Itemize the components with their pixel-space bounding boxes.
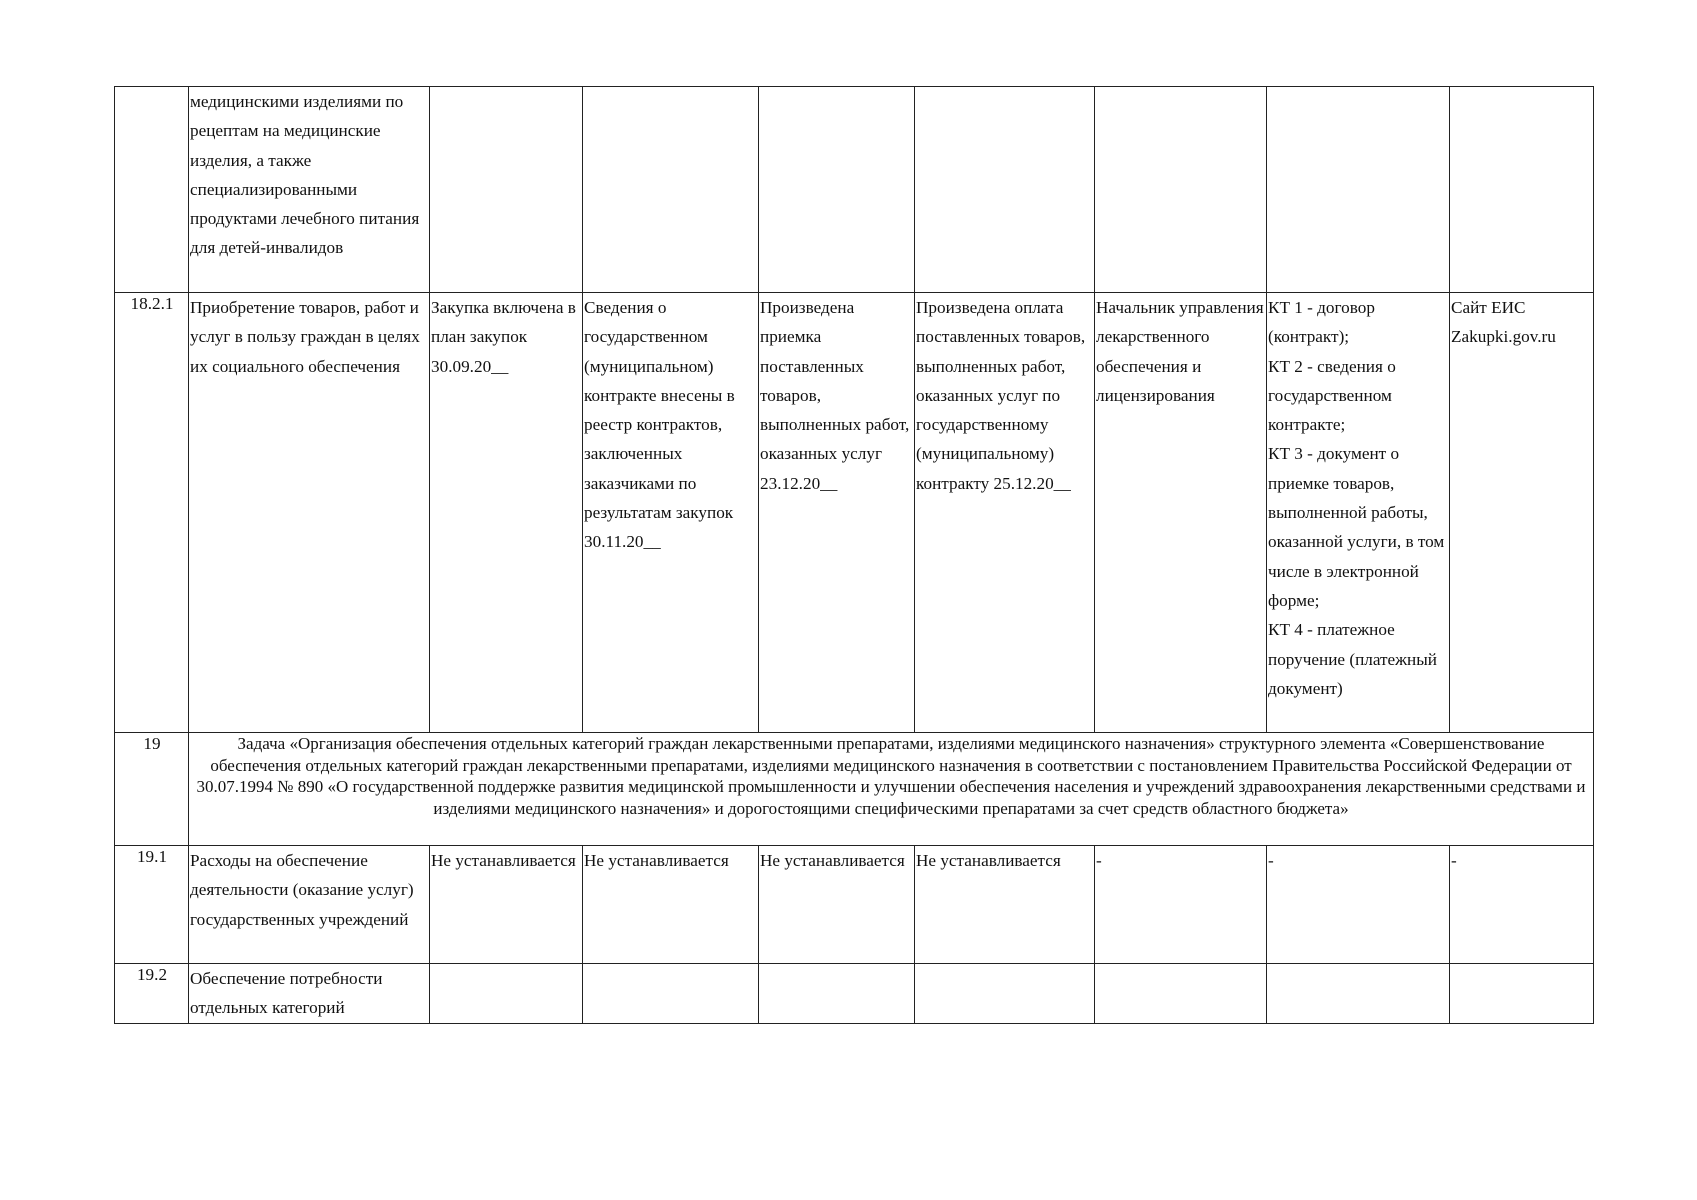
table-cell: КТ 1 - договор (контракт); КТ 2 - сведения о государственном контракте; КТ 3 - документ о приемке товаров, выполненной работы, оказанной услуги, в том числе в электронной форме; КТ 4 - платежное поручение (платежный документ) bbox=[1267, 293, 1450, 733]
table-row bbox=[115, 964, 1594, 1024]
table-cell: Расходы на обеспечение деятельности (оказание услуг) государственных учреждений bbox=[189, 846, 430, 964]
table-cell: Приобретение товаров, работ и услуг в пользу граждан в целях их социального обеспечения bbox=[189, 293, 430, 733]
table-cell: медицинскими изделиями по рецептам на медицинские изделия, а также специализированными продуктами лечебного питания для детей-инвалидов bbox=[189, 87, 430, 293]
row-number: 19.1 bbox=[115, 846, 189, 964]
table-cell bbox=[915, 964, 1095, 1024]
table-cell bbox=[1450, 87, 1594, 293]
table-cell: Сведения о государственном (муниципальном) контракте внесены в реестр контрактов, заключенных заказчиками по результатам закупок 30.11.20__ bbox=[583, 293, 759, 733]
table-cell bbox=[915, 87, 1095, 293]
table-cell bbox=[759, 87, 915, 293]
table-cell: Обеспечение потребности отдельных категорий bbox=[189, 964, 430, 1024]
table-cell: - bbox=[1267, 846, 1450, 964]
table-cell bbox=[759, 964, 915, 1024]
table-row bbox=[115, 846, 1594, 964]
table-cell: - bbox=[1095, 846, 1267, 964]
row-number: 18.2.1 bbox=[115, 293, 189, 733]
table-row bbox=[115, 87, 1594, 293]
table-cell: Закупка включена в план закупок 30.09.20__ bbox=[430, 293, 583, 733]
table-cell bbox=[1095, 964, 1267, 1024]
table-cell: - bbox=[1450, 846, 1594, 964]
table-cell: Не устанавливается bbox=[759, 846, 915, 964]
table-cell: Произведена приемка поставленных товаров, выполненных работ, оказанных услуг 23.12.20__ bbox=[759, 293, 915, 733]
table-cell: Не устанавливается bbox=[430, 846, 583, 964]
table-cell bbox=[583, 964, 759, 1024]
plan-table bbox=[114, 86, 1594, 1024]
table-cell bbox=[430, 964, 583, 1024]
table-cell: Не устанавливается bbox=[583, 846, 759, 964]
row-number: 19 bbox=[115, 733, 189, 846]
table-cell bbox=[1267, 964, 1450, 1024]
row-number bbox=[115, 87, 189, 293]
table-cell: Начальник управления лекарственного обеспечения и лицензирования bbox=[1095, 293, 1267, 733]
table-cell: Не устанавливается bbox=[915, 846, 1095, 964]
task-description: Задача «Организация обеспечения отдельных категорий граждан лекарственными препаратами, изделиями медицинского назначения» структурного элемента «Совершенствование обеспечения отдельных категорий граждан лекарственными препаратами, изделиями медицинского назначения в соответствии с постановлением Правительства Российской Федерации от 30.07.1994 № 890 «О государственной поддержке развития медицинской промышленности и улучшении обеспечения населения и учреждений здравоохранения лекарственными средствами и изделиями медицинского назначения» и дорогостоящими специфическими препаратами за счет средств областного бюджета» bbox=[189, 733, 1594, 846]
row-number: 19.2 bbox=[115, 964, 189, 1024]
table-row bbox=[115, 733, 1594, 846]
table-row bbox=[115, 293, 1594, 733]
table-cell: Произведена оплата поставленных товаров, выполненных работ, оказанных услуг по государственному (муниципальному) контракту 25.12.20__ bbox=[915, 293, 1095, 733]
table-cell bbox=[1095, 87, 1267, 293]
table-cell bbox=[1450, 964, 1594, 1024]
table-cell: Сайт ЕИС Zakupki.gov.ru bbox=[1450, 293, 1594, 733]
table-cell bbox=[583, 87, 759, 293]
table-cell bbox=[1267, 87, 1450, 293]
table-cell bbox=[430, 87, 583, 293]
